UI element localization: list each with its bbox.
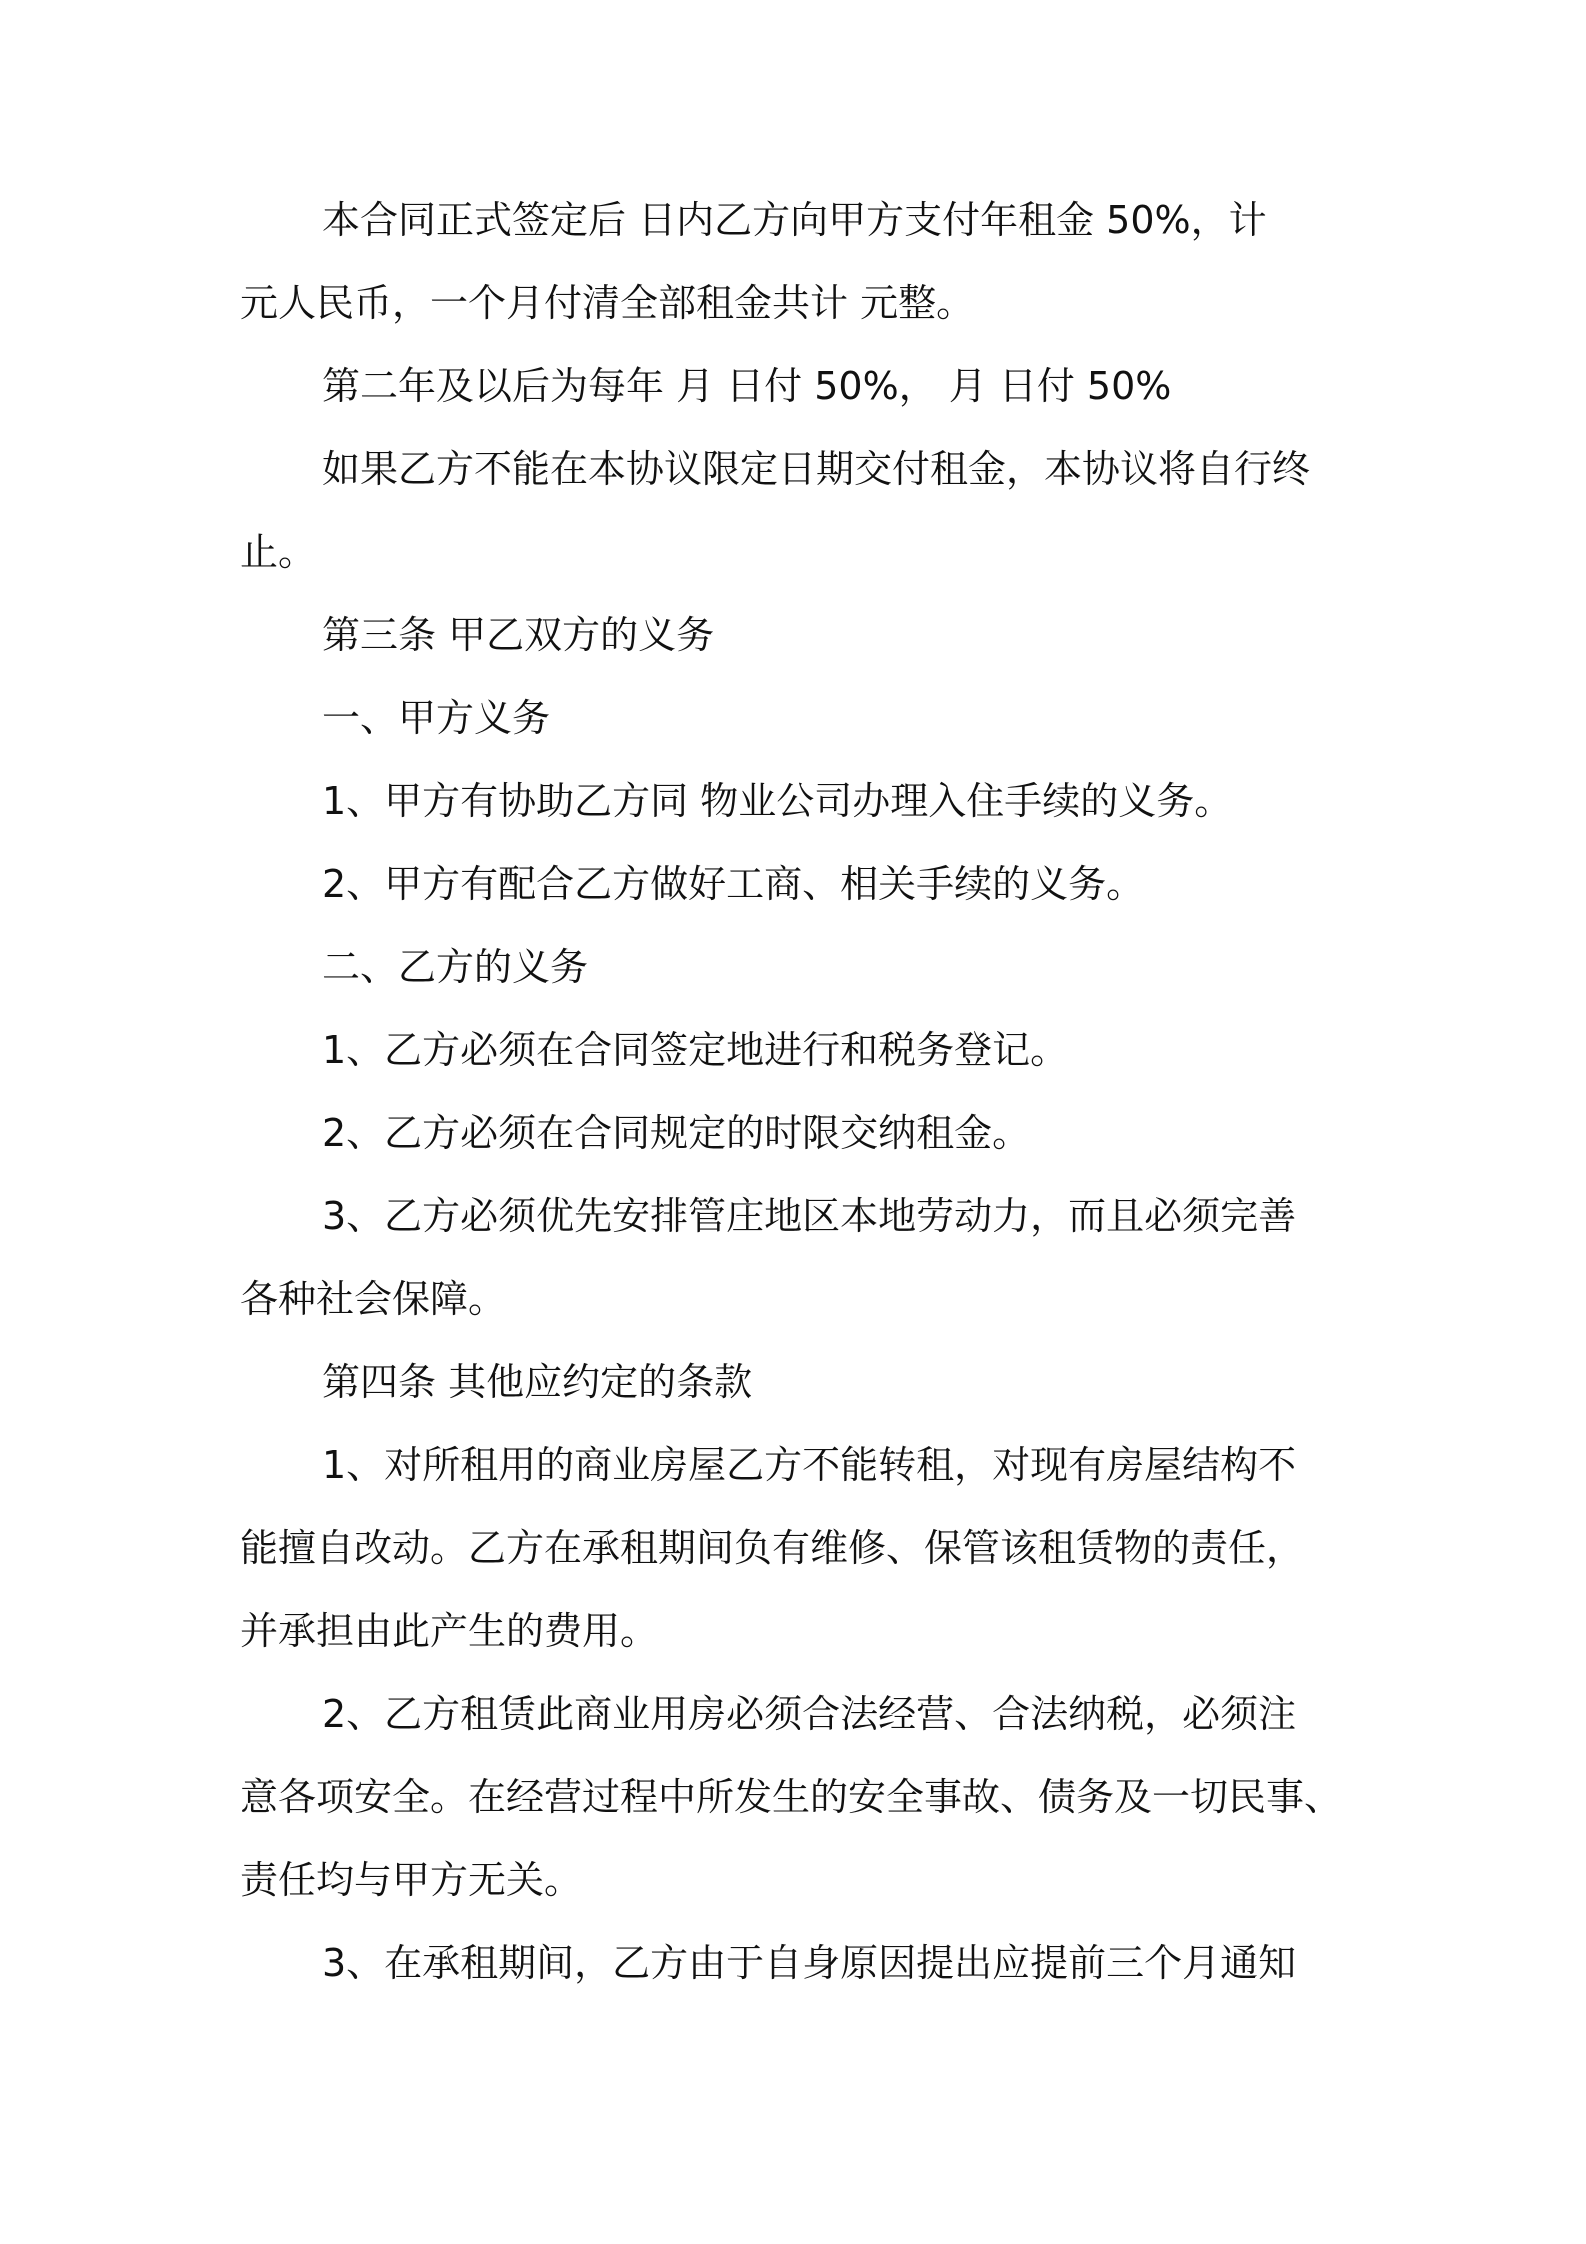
text-line: 能擅自改动。乙方在承租期间负有维修、保管该租赁物的责任， [240, 1526, 1305, 1570]
text-line: 并承担由此产生的费用。 [240, 1609, 659, 1653]
text-line: 第二年及以后为每年 月 日付 50%， 月 日付 50% [322, 364, 1172, 408]
section-heading: 第四条 其他应约定的条款 [322, 1360, 753, 1404]
list-item: 2、乙方租赁此商业用房必须合法经营、合法纳税，必须注 [322, 1692, 1297, 1736]
list-item: 3、乙方必须优先安排管庄地区本地劳动力，而且必须完善 [322, 1194, 1297, 1238]
list-item: 2、乙方必须在合同规定的时限交纳租金。 [322, 1111, 1031, 1155]
text-line: 意各项安全。在经营过程中所发生的安全事故、债务及一切民事、 [240, 1775, 1343, 1819]
text-line: 各种社会保障。 [240, 1277, 507, 1321]
list-item: 1、对所租用的商业房屋乙方不能转租，对现有房屋结构不 [322, 1443, 1297, 1487]
text-line: 如果乙方不能在本协议限定日期交付租金，本协议将自行终 [322, 447, 1311, 491]
text-line: 责任均与甲方无关。 [240, 1858, 583, 1902]
list-item: 2、甲方有配合乙方做好工商、相关手续的义务。 [322, 862, 1145, 906]
list-item: 1、乙方必须在合同签定地进行和税务登记。 [322, 1028, 1069, 1072]
text-line: 止。 [240, 530, 317, 574]
text-line: 本合同正式签定后 日内乙方向甲方支付年租金 50%，计 [322, 198, 1267, 242]
section-heading: 第三条 甲乙双方的义务 [322, 613, 715, 657]
list-item: 1、甲方有协助乙方同 物业公司办理入住手续的义务。 [322, 779, 1233, 823]
subsection-heading: 一、甲方义务 [322, 696, 551, 740]
text-line: 元人民币，一个月付清全部租金共计 元整。 [240, 281, 975, 325]
list-item: 3、在承租期间，乙方由于自身原因提出应提前三个月通知 [322, 1941, 1297, 1985]
subsection-heading: 二、乙方的义务 [322, 945, 589, 989]
